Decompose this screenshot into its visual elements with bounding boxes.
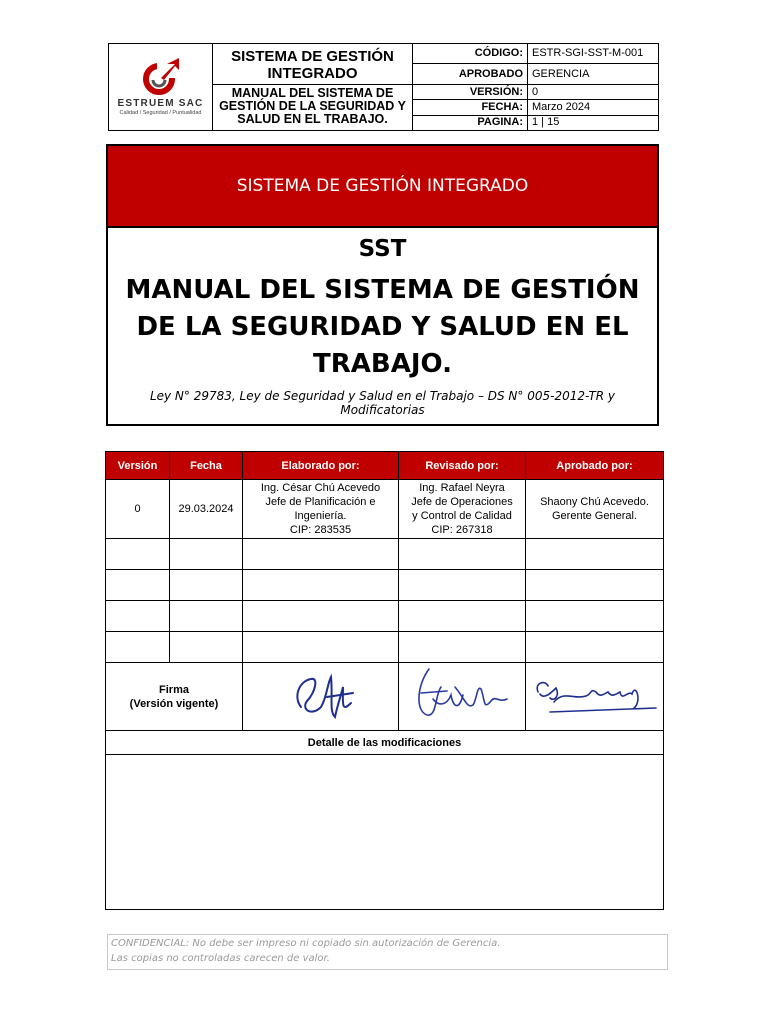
date-value: Marzo 2024 bbox=[528, 100, 659, 115]
logo-cell bbox=[109, 44, 213, 131]
company-name: ESTRUEM SAC bbox=[117, 98, 204, 109]
code-label: CÓDIGO: bbox=[413, 44, 528, 64]
cover-law-reference: Ley N° 29783, Ley de Seguridad y Salud en el Trabajo – DS N° 005-2012-TR y Modificatorias bbox=[149, 389, 616, 417]
cover-title bbox=[108, 272, 657, 383]
cover-title-line2: DE LA SEGURIDAD Y SALUD EN EL bbox=[136, 312, 629, 342]
table-row bbox=[106, 539, 664, 570]
signature-row bbox=[106, 663, 664, 731]
handwritten-signature-icon bbox=[407, 665, 517, 729]
row-prepared bbox=[243, 480, 399, 539]
table-row bbox=[106, 480, 664, 539]
row-version: 0 bbox=[106, 480, 170, 539]
approved-label: APROBADO bbox=[413, 64, 528, 84]
signature-label-line2: (Versión vigente) bbox=[129, 697, 219, 710]
reviewed-name: Ing. Rafael Neyra bbox=[419, 482, 505, 494]
table-row bbox=[106, 570, 664, 601]
document-header bbox=[108, 43, 659, 131]
reviewed-cip: CIP: 267318 bbox=[431, 524, 493, 536]
prepared-name: Ing. César Chú Acevedo bbox=[260, 482, 381, 494]
col-reviewed: Revisado por: bbox=[399, 452, 526, 480]
table-row bbox=[106, 601, 664, 632]
col-prepared: Elaborado por: bbox=[243, 452, 399, 480]
prepared-cip: CIP: 283535 bbox=[289, 524, 352, 536]
signature-label-line1: Firma bbox=[159, 683, 189, 696]
col-date: Fecha bbox=[170, 452, 243, 480]
page-value: 1 | 15 bbox=[528, 115, 659, 130]
date-label: FECHA: bbox=[413, 100, 528, 115]
reviewed-role-2: y Control de Calidad bbox=[412, 510, 512, 522]
code-value: ESTR-SGI-SST-M-001 bbox=[528, 44, 659, 64]
cover-title-line1: MANUAL DEL SISTEMA DE GESTIÓN bbox=[125, 275, 640, 305]
version-table bbox=[105, 451, 664, 910]
confidential-footer bbox=[107, 934, 668, 970]
row-reviewed bbox=[399, 480, 526, 539]
prepared-role-1: Jefe de Planificación e bbox=[265, 496, 376, 508]
signature-reviewed bbox=[399, 663, 526, 731]
cover-box bbox=[106, 144, 659, 426]
prepared-role-2: Ingeniería. bbox=[294, 510, 347, 522]
approved-value: GERENCIA bbox=[528, 64, 659, 84]
cover-band: SISTEMA DE GESTIÓN INTEGRADO bbox=[108, 146, 657, 228]
reviewed-role-1: Jefe de Operaciones bbox=[411, 496, 513, 508]
cover-title-line3: TRABAJO. bbox=[313, 349, 452, 379]
row-approved bbox=[526, 480, 664, 539]
handwritten-signature-icon bbox=[530, 672, 660, 722]
col-version: Versión bbox=[106, 452, 170, 480]
version-label: VERSIÓN: bbox=[413, 84, 528, 99]
modifications-body-row bbox=[106, 755, 664, 910]
page-label: PAGINA: bbox=[413, 115, 528, 130]
modifications-header-row bbox=[106, 731, 664, 755]
table-row bbox=[106, 632, 664, 663]
footer-line1: CONFIDENCIAL: No debe ser impreso ni copiado sin autorización de Gerencia. bbox=[111, 938, 501, 949]
approved-name: Shaony Chú Acevedo. bbox=[540, 496, 649, 508]
logo-icon bbox=[139, 58, 183, 96]
modifications-body bbox=[106, 755, 664, 910]
version-table-header bbox=[106, 452, 664, 480]
col-approved: Aprobado por: bbox=[526, 452, 664, 480]
document-title: MANUAL DEL SISTEMA DE GESTIÓN DE LA SEGURIDAD Y SALUD EN EL TRABAJO. bbox=[213, 84, 413, 130]
modifications-label: Detalle de las modificaciones bbox=[106, 731, 664, 755]
approved-role: Gerente General. bbox=[552, 510, 637, 522]
signature-label bbox=[106, 663, 243, 731]
cover-code: SST bbox=[358, 236, 407, 262]
row-date: 29.03.2024 bbox=[170, 480, 243, 539]
footer-line2: Las copias no controladas carecen de valor. bbox=[111, 953, 330, 964]
version-value: 0 bbox=[528, 84, 659, 99]
system-title: SISTEMA DE GESTIÓN INTEGRADO bbox=[213, 44, 413, 85]
company-tagline: Calidad / Seguridad / Puntualidad bbox=[119, 110, 202, 116]
signature-approved bbox=[526, 663, 664, 731]
signature-prepared bbox=[243, 663, 399, 731]
company-logo bbox=[109, 58, 212, 116]
handwritten-signature-icon bbox=[271, 667, 371, 727]
